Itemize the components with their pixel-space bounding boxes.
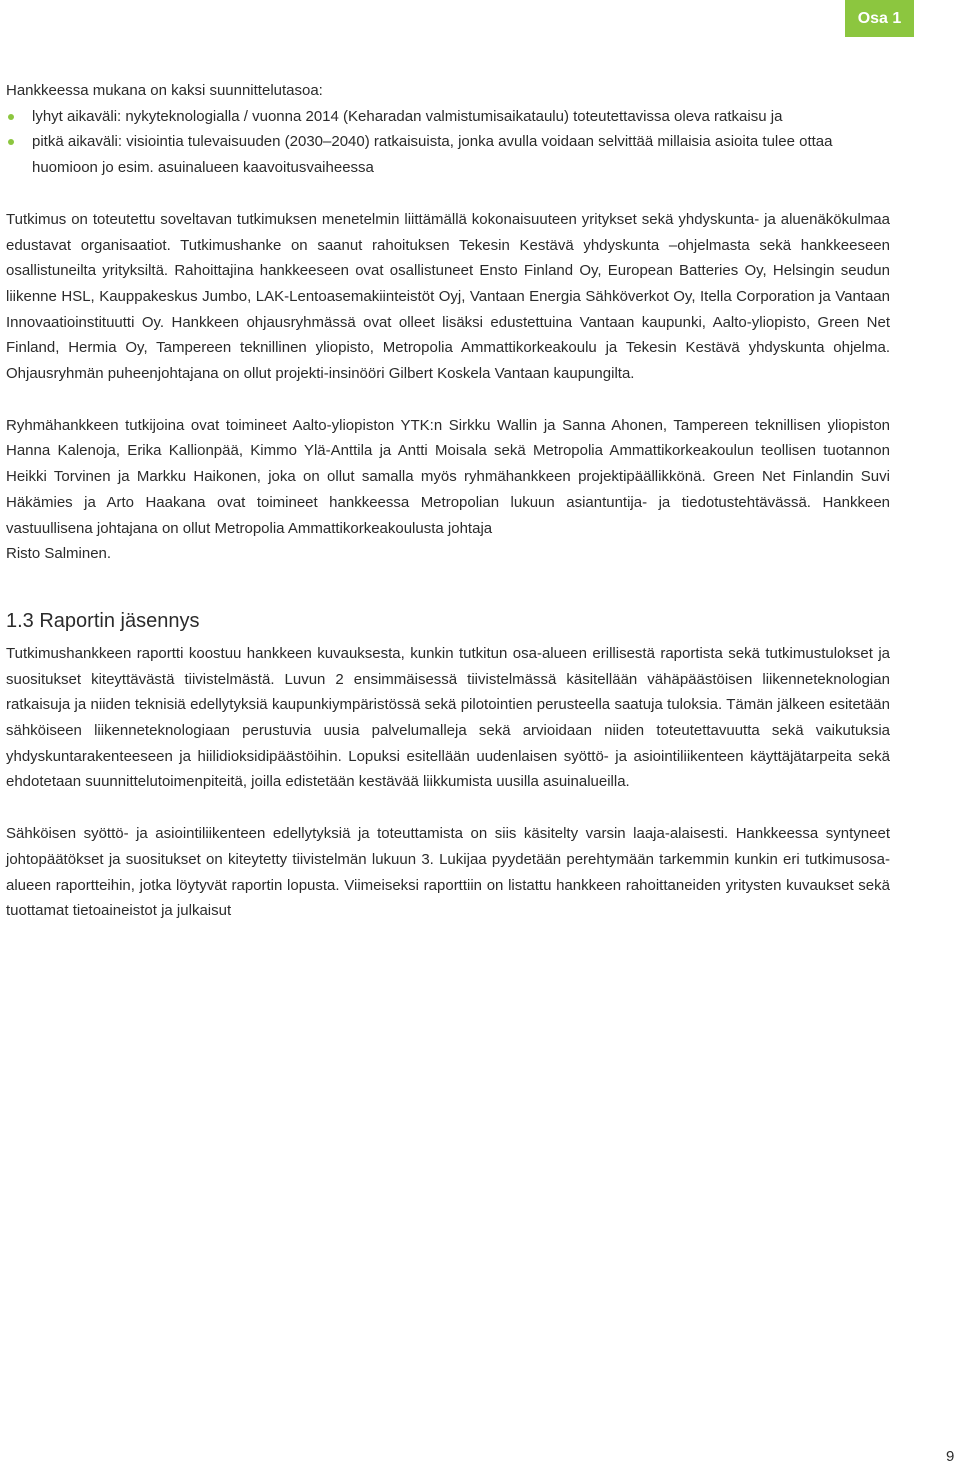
bullet-icon: [8, 139, 14, 145]
paragraph-funding: Tutkimus on toteutettu soveltavan tutkimuksen menetelmin liittämällä kokonaisuuteen yritykset sekä yhdyskunta- ja aluenäkökulmaa edustavat organisaatiot. Tutkimushanke on saanut rahoituksen Tekesin Kestävä yhdyskunta –ohjelmasta sekä hankkeeseen osallistuneilta yrityksiltä. Rahoittajina hankkeeseen ovat osallistuneet Ensto Finland Oy, European Batteries Oy, Helsingin seudun liikenne HSL, Kauppakeskus Jumbo, LAK-Lentoasemakiinteistöt Oyj, Vantaan Energia Sähköverkot Oy, Itella Corporation ja Vantaan Innovaatioinstituutti Oy. Hankkeen ohjausryhmässä ovat olleet lisäksi edustettuina Vantaan kaupunki, Aalto-yliopisto, Green Net Finland, Hermia Oy, Tampereen teknillinen yliopisto, Metropolia Ammattikorkeakoulu ja Tekesin Kestävä yhdyskunta ohjelma. Ohjausryhmän puheenjohtajana on ollut projekti-insinööri Gilbert Koskela Vantaan kaupungilta.: [6, 210, 890, 383]
list-item-text: pitkä aikaväli: visiointia tulevaisuuden (2030–2040) ratkaisuista, jonka avulla voidaan selvittää millaisia asioita tulee ottaa huomioon jo esim. asuinalueen kaavoitusvaiheessa: [32, 133, 833, 177]
paragraph-researchers: Ryhmähankkeen tutkijoina ovat toimineet Aalto-yliopiston YTK:n Sirkku Wallin ja Sanna Ahonen, Tampereen teknillisen yliopiston Hanna Kalenoja, Erika Kallionpää, Kimmo Ylä-Anttila ja Antti Moisala sekä Metropolia Ammattikorkeakoulun teollisen tuotannon Heikki Torvinen ja Markku Haikonen, joka on ollut samalla myös ryhmähankkeen projektipäällikkönä. Green Net Finlandin Suvi Häkämies ja Arto Haakana ovat toimineet hankkeessa Metropolian lukuun asiantuntija- ja tiedotustehtävässä. Hankkeen vastuullisena johtajana on ollut Metropolia Ammattikorkeakoulusta johtaja: [6, 416, 890, 537]
paragraph-summary: Sähköisen syöttö- ja asiointiliikenteen edellytyksiä ja toteuttamista on siis käsitelty varsin laaja-alaisesti. Hankkeessa syntyneet johtopäätökset ja suositukset on kiteytetty tiivistelmän lukuun 3. Lukijaa pyydetään perehtymään tarkemmin kunkin eri tutkimusosa-alueen raportteihin, jotka löytyvät raportin lopusta. Viimeiseksi raporttiin on listattu hankkeen rahoittaneiden yritysten kuvaukset sekä tuottamat tietoaineistot ja julkaisut: [6, 825, 890, 920]
list-item-text: lyhyt aikaväli: nykyteknologialla / vuonna 2014 (Keharadan valmistumisaikataulu) toteutettavissa oleva ratkaisu ja: [32, 107, 783, 125]
page-number: 9: [946, 1448, 955, 1465]
page-content: [6, 78, 890, 924]
list-item: [6, 104, 890, 130]
paragraph-structure: Tutkimushankkeen raportti koostuu hankkeen kuvauksesta, kunkin tutkitun osa-alueen erillisestä raportista sekä tutkimustulokset ja suositukset kiteyttävästä tiivistelmästä. Luvun 2 ensimmäisessä tiivistelmässä käsitellään vähäpäästöisen liikenneteknologian ratkaisuja ja niiden teknisiä edellytyksiä kaupunkiympäristössä sekä pilotointien perusteella saatuja tuloksia. Tämän jälkeen esitetään sähköiseen liikenneteknologiaan perustuvia uusia palvelumalleja sekä arvioidaan niiden toteutettavuutta sekä vaikutuksia yhdyskuntarakenteeseen ja hiilidioksidipäästöihin. Lopuksi esitellään uudenlaisen syöttö- ja asiointiliikenteen käyttäjätarpeita sekä ehdotetaan suunnittelutoimenpiteitä, joilla edistetään kestävää liikkumista uusilla asuinalueilla.: [6, 644, 890, 791]
list-item: [6, 129, 890, 180]
section-tab: Osa 1: [845, 0, 914, 37]
planning-levels-list: [6, 104, 890, 181]
section-heading: 1.3 Raportin jäsennys: [6, 609, 200, 632]
bullet-icon: [8, 114, 14, 120]
intro-lead: Hankkeessa mukana on kaksi suunnittelutasoa:: [6, 82, 323, 99]
paragraph-researchers-end: Risto Salminen.: [6, 545, 112, 563]
